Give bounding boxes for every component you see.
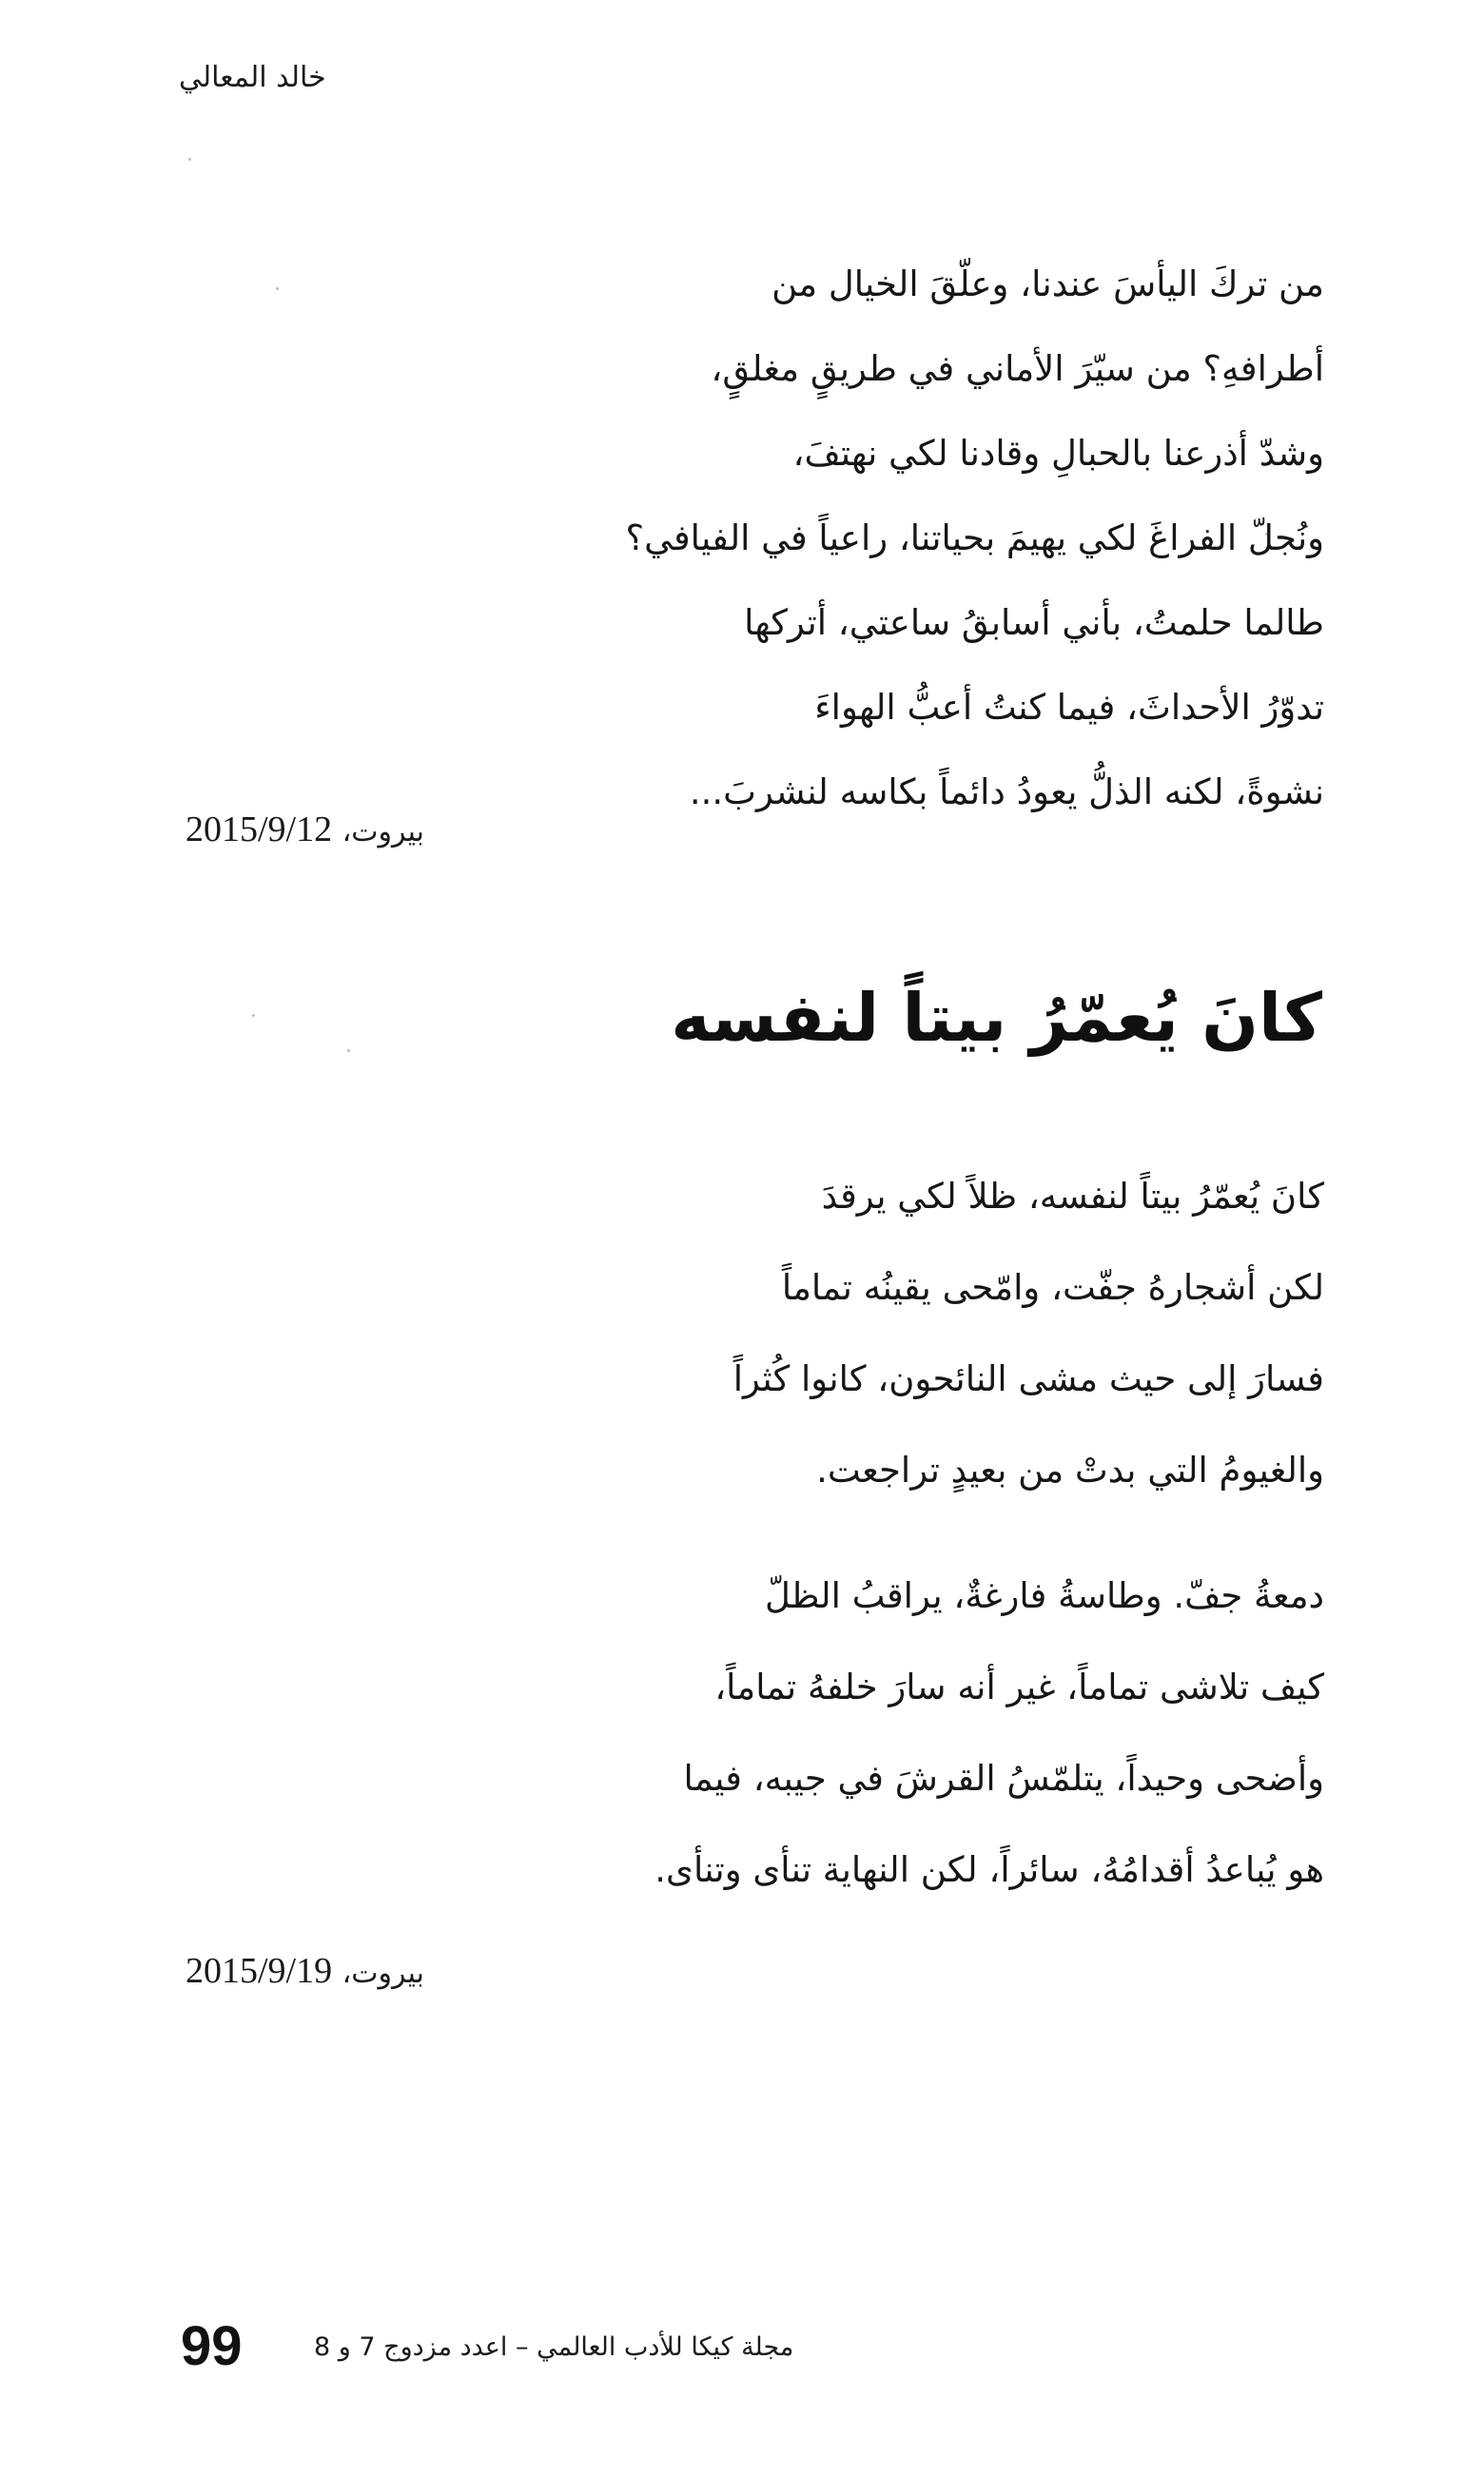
poem-line: لكن أشجارهُ جفّت، وامّحى يقينُه تماماً bbox=[781, 1267, 1324, 1308]
poem-line: كانَ يُعمّرُ بيتاً لنفسه، ظلاً لكي يرقدَ bbox=[821, 1176, 1324, 1217]
poem-line: فسارَ إلى حيث مشى النائحون، كانوا كُثراً bbox=[732, 1358, 1324, 1399]
running-header-author: خالد المعالي bbox=[179, 61, 326, 94]
previous-poem-dateline bbox=[186, 809, 424, 850]
poem-line: وأضحى وحيداً، يتلمّسُ القرشَ في جيبه، فيما bbox=[683, 1758, 1324, 1799]
poem-stanza-1 bbox=[733, 1151, 1324, 1516]
poem-line: نشوةً، لكنه الذلُّ يعودُ دائماً بكاسه لنشربَ... bbox=[689, 771, 1324, 812]
journal-issue-line: مجلة كيكا للأدب العالمي – اعدد مزدوج 7 و 8 bbox=[314, 2332, 794, 2362]
poem-line: ونُجلّ الفراغَ لكي يهيمَ بحياتنا، راعياً في الفيافي؟ bbox=[625, 517, 1324, 558]
scan-speck bbox=[347, 1049, 350, 1052]
poem-stanza-2 bbox=[654, 1551, 1324, 1916]
page-number: 99 bbox=[181, 2315, 243, 2377]
scan-speck bbox=[276, 287, 279, 290]
poem-line: هو يُباعدُ أقدامُهُ، سائراً، لكن النهاية تنأى وتنأى. bbox=[654, 1849, 1324, 1890]
page-footer bbox=[181, 2315, 1322, 2382]
poem-line: دمعةُ جفّ. وطاسةُ فارغةٌ، يراقبُ الظلّ bbox=[764, 1575, 1324, 1616]
scan-speck bbox=[252, 1014, 255, 1017]
poem-line: والغيومُ التي بدتْ من بعيدٍ تراجعت. bbox=[816, 1450, 1324, 1491]
dateline-date: 2015/9/12 bbox=[186, 809, 333, 849]
poem-dateline bbox=[186, 1950, 424, 1992]
dateline-city: بيروت، bbox=[342, 815, 424, 848]
poem-line: من تركَ اليأسَ عندنا، وعلّقَ الخيال من bbox=[771, 263, 1324, 304]
poem-title: كانَ يُعمّرُ بيتاً لنفسه bbox=[671, 979, 1322, 1057]
dateline-city: بيروت، bbox=[342, 1957, 424, 1990]
scan-speck bbox=[188, 158, 191, 161]
dateline-date: 2015/9/19 bbox=[186, 1951, 333, 1991]
poem-line: تدوّرُ الأحداثَ، فيما كنتُ أعبُّ الهواءَ bbox=[814, 687, 1324, 728]
poem-line: كيف تلاشى تماماً، غير أنه سارَ خلفهُ تماماً، bbox=[714, 1667, 1324, 1707]
poem-line: وشدّ أذرعنا بالحبالِ وقادنا لكي نهتفَ، bbox=[792, 433, 1324, 474]
poem-line: طالما حلمتُ، بأني أسابقُ ساعتي، أتركها bbox=[744, 602, 1324, 643]
poem-line: أطرافهِ؟ من سيّرَ الأماني في طريقٍ مغلقٍ، bbox=[711, 348, 1324, 389]
previous-poem-ending bbox=[626, 242, 1325, 834]
